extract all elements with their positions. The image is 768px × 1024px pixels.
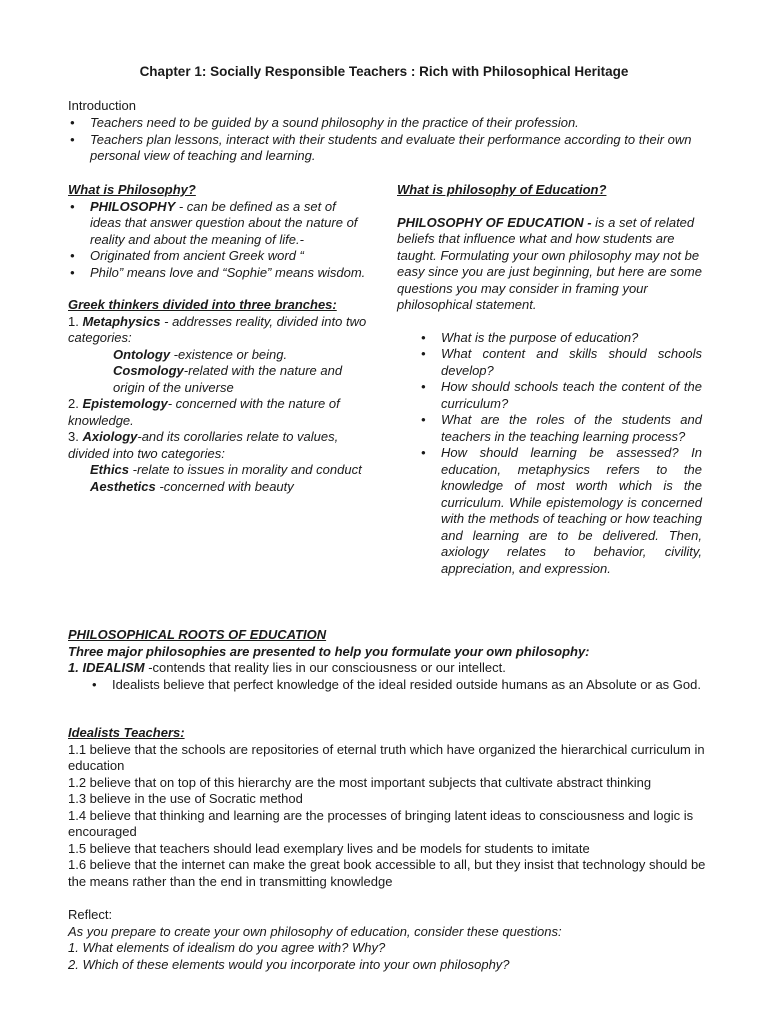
roots-heading: PHILOSOPHICAL ROOTS OF EDUCATION <box>68 627 327 642</box>
philosophical-roots-section <box>68 627 708 693</box>
introduction-list <box>68 115 708 165</box>
term: Axiology <box>82 429 138 444</box>
list-item: 1.3 believe in the use of Socratic method <box>68 791 303 806</box>
left-column <box>68 182 368 495</box>
list-item: • What are the roles of the students and teachers in the teaching learning process? <box>419 412 702 445</box>
term: Ontology <box>113 346 171 362</box>
ontology-entry: Ontology -existence or being. <box>113 346 288 362</box>
list-item: • Teachers need to be guided by a sound philosophy in the practice of their profession. <box>68 115 708 132</box>
list-item: 1.2 believe that on top of this hierarchy are the most important subjects that cultivate abstract thinking <box>68 774 652 790</box>
list-item: • PHILOSOPHY - can be defined as a set of ideas that answer question about the nature of reality and about the meaning of life.- <box>68 199 368 249</box>
greek-heading: Greek thinkers divided into three branches: <box>68 297 337 312</box>
philosophy-of-education-heading: What is philosophy of Education? <box>397 182 607 197</box>
reflect-intro: As you prepare to create your own philosophy of education, consider these questions: <box>68 923 562 939</box>
list-item: 1.1 believe that the schools are repositories of eternal truth which have organized the hierarchical curriculum in education <box>68 741 705 773</box>
epistemology-entry: 2. Epistemology- concerned with the nature of knowledge. <box>68 396 340 428</box>
metaphysics-entry: 1. Metaphysics - addresses reality, divided into two categories: <box>68 313 367 345</box>
axiology-entry: 3. Axiology-and its corollaries relate to values, divided into two categories: <box>68 429 339 461</box>
idealism-list <box>90 677 708 694</box>
right-column <box>397 182 702 577</box>
term: Ethics <box>90 462 130 477</box>
list-item: • What is the purpose of education? <box>419 330 702 347</box>
philosophy-list <box>68 199 368 282</box>
list-item: • Teachers plan lessons, interact with their students and evaluate their performance according to their own personal view of teaching and learning. <box>68 132 708 165</box>
reflect-section <box>68 907 708 973</box>
list-item: • Philo” means love and “Sophie” means wisdom. <box>68 265 368 282</box>
term: Cosmology <box>113 363 184 378</box>
idealism-entry: 1. IDEALISM -contends that reality lies in our consciousness or our intellect. <box>68 660 506 675</box>
term: PHILOSOPHY OF EDUCATION - <box>397 214 592 230</box>
list-item: 1.6 believe that the internet can make the great book accessible to all, but they insist that technology should be the means rather than the end in transmitting knowledge <box>68 857 706 889</box>
aesthetics-entry: Aesthetics -concerned with beauty <box>90 478 294 494</box>
questions-list <box>419 330 702 578</box>
list-item: 1.4 believe that thinking and learning are the processes of bringing latent ideas to consciousness and logic is encouraged <box>68 807 694 839</box>
idealists-teachers-section <box>68 725 708 890</box>
list-item: • What content and skills should schools develop? <box>419 346 702 379</box>
list-item: • Originated from ancient Greek word “ <box>68 248 368 265</box>
term: Epistemology <box>82 396 168 411</box>
term: 1. IDEALISM <box>68 660 145 675</box>
page-title: Chapter 1: Socially Responsible Teachers : Rich with Philosophical Heritage <box>139 64 629 79</box>
ethics-entry: Ethics -relate to issues in morality and conduct <box>90 462 362 477</box>
term: Metaphysics <box>82 313 161 329</box>
introduction-label: Introduction <box>68 98 136 113</box>
list-item: • How should learning be assessed? In education, metaphysics refers to the knowledge of most worth which is the curriculum. While epistemology is concerned with the methods of teaching or how teaching and learning are to be delivered. Then, axiology relates to behavior, civility, appreciation, and expression. <box>419 445 702 577</box>
roots-subheading: Three major philosophies are presented to help you formulate your own philosophy: <box>68 643 590 659</box>
idealists-heading: Idealists Teachers: <box>68 725 185 740</box>
term: PHILOSOPHY <box>90 198 176 214</box>
philosophy-heading: What is Philosophy? <box>68 182 196 197</box>
list-item: • Idealists believe that perfect knowledge of the ideal resided outside humans as an Absolute or as God. <box>90 677 708 694</box>
reflect-label: Reflect: <box>68 907 113 922</box>
philosophy-of-education-definition: PHILOSOPHY OF EDUCATION - is a set of related beliefs that influence what and how students are taught. Formulating your own philosophy may not be easy since you are just beginning, but here are some questions you may consider in framing your philosophical statement. <box>397 214 702 312</box>
cosmology-entry: Cosmology-related with the nature and origin of the universe <box>113 363 343 395</box>
list-item: 1.5 believe that teachers should lead exemplary lives and be models for students to imitate <box>68 840 590 856</box>
reflect-question: 2. Which of these elements would you incorporate into your own philosophy? <box>68 956 510 972</box>
term: Aesthetics <box>90 478 156 494</box>
list-item: • How should schools teach the content of the curriculum? <box>419 379 702 412</box>
reflect-question: 1. What elements of idealism do you agree with? Why? <box>68 940 386 955</box>
